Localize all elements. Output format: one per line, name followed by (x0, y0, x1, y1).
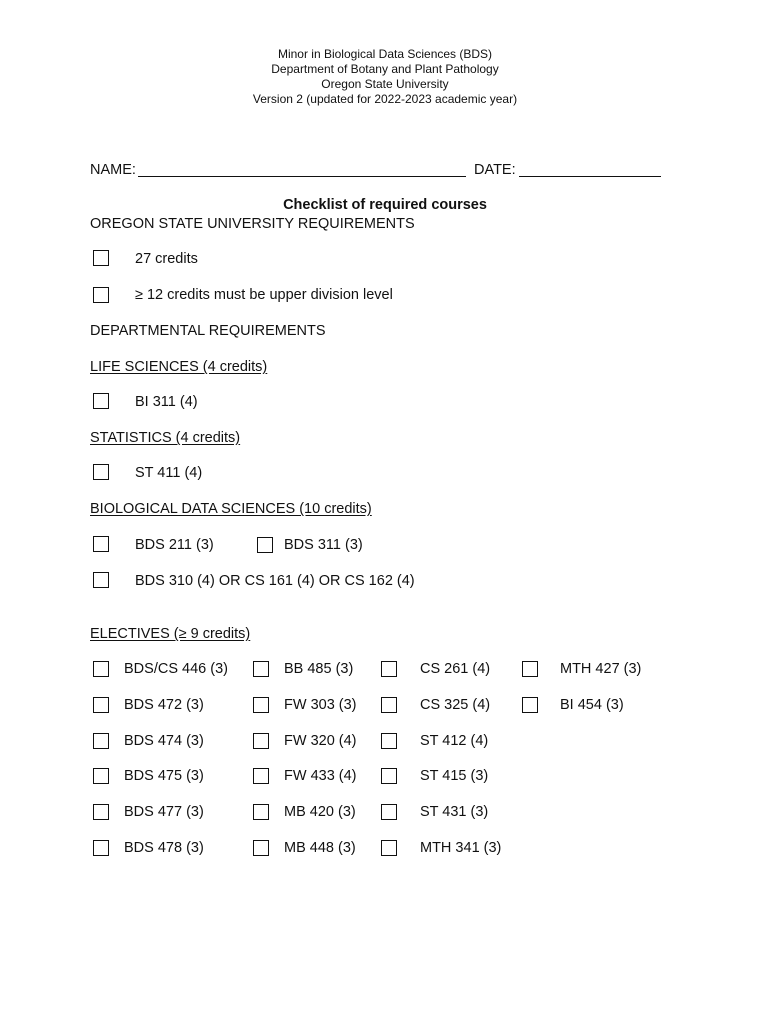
departmental-requirements-heading: DEPARTMENTAL REQUIREMENTS (90, 323, 326, 339)
osu-requirements-heading: OREGON STATE UNIVERSITY REQUIREMENTS (90, 216, 415, 232)
elective-course: CS 325 (4) (420, 697, 491, 713)
bds-heading: BIOLOGICAL DATA SCIENCES (10 credits) (90, 501, 372, 517)
checkbox-upper-division[interactable] (93, 287, 109, 303)
header-line-university: Oregon State University (321, 77, 449, 91)
elective-course: MTH 427 (3) (560, 661, 642, 677)
course-bds-311: BDS 311 (3) (284, 537, 363, 553)
elective-checkbox[interactable] (381, 733, 397, 749)
elective-checkbox[interactable] (253, 697, 269, 713)
elective-checkbox[interactable] (381, 768, 397, 784)
elective-checkbox[interactable] (93, 804, 109, 820)
elective-checkbox[interactable] (381, 804, 397, 820)
name-field[interactable] (138, 176, 466, 177)
course-bds-310-or-cs: BDS 310 (4) OR CS 161 (4) OR CS 162 (4) (135, 573, 415, 589)
elective-course: BDS 474 (3) (124, 733, 204, 749)
date-label: DATE: (474, 162, 516, 178)
elective-checkbox[interactable] (253, 804, 269, 820)
checkbox-st-411[interactable] (93, 464, 109, 480)
elective-course: FW 320 (4) (284, 733, 357, 749)
checklist-title: Checklist of required courses (283, 197, 487, 213)
elective-course: ST 431 (3) (420, 804, 489, 820)
elective-course: BDS/CS 446 (3) (124, 661, 228, 677)
elective-checkbox[interactable] (253, 768, 269, 784)
header-line-department: Department of Botany and Plant Pathology (271, 62, 499, 76)
elective-course: BDS 478 (3) (124, 840, 204, 856)
elective-checkbox[interactable] (253, 733, 269, 749)
course-st-411: ST 411 (4) (135, 465, 203, 481)
elective-checkbox[interactable] (381, 840, 397, 856)
elective-course: MB 448 (3) (284, 840, 356, 856)
elective-course: BDS 472 (3) (124, 697, 204, 713)
checkbox-bi-311[interactable] (93, 393, 109, 409)
elective-course: BDS 475 (3) (124, 768, 204, 784)
elective-course: FW 303 (3) (284, 697, 357, 713)
item-upper-division: ≥ 12 credits must be upper division level (135, 287, 393, 303)
elective-checkbox[interactable] (93, 840, 109, 856)
elective-course: ST 412 (4) (420, 733, 489, 749)
name-label: NAME: (90, 162, 136, 178)
checkbox-bds-310-or-cs[interactable] (93, 572, 109, 588)
elective-course: ST 415 (3) (420, 768, 489, 784)
elective-checkbox[interactable] (93, 697, 109, 713)
electives-heading: ELECTIVES (≥ 9 credits) (90, 626, 251, 642)
elective-course: BB 485 (3) (284, 661, 354, 677)
elective-checkbox[interactable] (253, 840, 269, 856)
elective-checkbox[interactable] (93, 661, 109, 677)
elective-course: FW 433 (4) (284, 768, 357, 784)
course-bi-311: BI 311 (4) (135, 394, 198, 410)
life-sciences-heading: LIFE SCIENCES (4 credits) (90, 359, 268, 375)
header-line-version: Version 2 (updated for 2022-2023 academic year) (252, 92, 518, 106)
elective-checkbox[interactable] (381, 697, 397, 713)
elective-checkbox[interactable] (253, 661, 269, 677)
elective-course: MTH 341 (3) (420, 840, 502, 856)
date-field[interactable] (519, 176, 661, 177)
checkbox-bds-211[interactable] (93, 536, 109, 552)
elective-checkbox[interactable] (522, 697, 538, 713)
elective-course: MB 420 (3) (284, 804, 356, 820)
checkbox-bds-311[interactable] (257, 537, 273, 553)
header-line-program: Minor in Biological Data Sciences (BDS) (277, 47, 493, 61)
elective-checkbox[interactable] (522, 661, 538, 677)
item-27-credits: 27 credits (135, 251, 198, 267)
elective-course: BI 454 (3) (560, 697, 624, 713)
elective-course: CS 261 (4) (420, 661, 491, 677)
course-bds-211: BDS 211 (3) (135, 537, 214, 553)
elective-checkbox[interactable] (381, 661, 397, 677)
elective-course: BDS 477 (3) (124, 804, 204, 820)
statistics-heading: STATISTICS (4 credits) (90, 430, 241, 446)
elective-checkbox[interactable] (93, 768, 109, 784)
elective-checkbox[interactable] (93, 733, 109, 749)
checkbox-27-credits[interactable] (93, 250, 109, 266)
